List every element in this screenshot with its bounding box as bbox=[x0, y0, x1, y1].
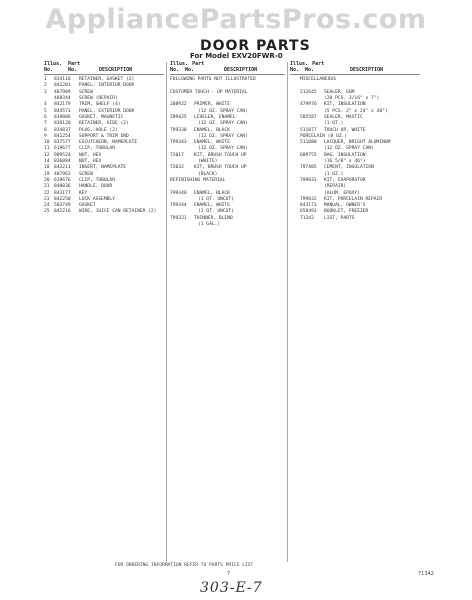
table-row: 843173 MANUAL, OWNER'S bbox=[300, 203, 366, 209]
table-row: (12 OZ. SPRAY CAN) bbox=[198, 146, 248, 152]
table-row: 7 836120 RETAINER, SIDE (2) bbox=[44, 121, 129, 127]
table-row: 72032 KIT, BRUSH TOUCH UP bbox=[170, 165, 247, 171]
column-header: Illus. Part No. No. DESCRIPTION bbox=[170, 61, 258, 73]
table-row: 11 619677 CLIP, TUBULAR bbox=[44, 146, 115, 152]
parts-column-3 bbox=[290, 62, 420, 222]
watermark: AppliancePartsPros.com bbox=[45, 4, 427, 35]
table-row: 14 836084 NUT, HEX bbox=[44, 159, 102, 165]
table-row: 799340 ENAMEL, BLACK bbox=[170, 190, 230, 196]
table-row: (REPAIR) bbox=[324, 184, 347, 190]
column-divider bbox=[166, 62, 167, 562]
table-row: 212645 SEALER, GUM bbox=[300, 89, 355, 95]
table-row: 3 487909 SCREW bbox=[44, 89, 93, 95]
table-row: 21 840036 HANDLE, DOOR bbox=[44, 184, 113, 190]
table-row: 6 839886 GASKET, MAGNETIC bbox=[44, 114, 124, 120]
table-row: 799330 ENAMEL, BLACK bbox=[170, 127, 230, 133]
column-header: Illus. Part No. No. DESCRIPTION bbox=[44, 61, 133, 73]
table-row: REFINISHING MATERIAL bbox=[170, 177, 226, 183]
table-row: (1 OZ.) bbox=[324, 171, 344, 177]
table-row: 9 841254 SUPPORT & TRIM END bbox=[44, 133, 129, 139]
table-row: 8 834837 PLUG, HOLE (2) bbox=[44, 127, 118, 133]
list-code: 71342 bbox=[418, 571, 434, 577]
parts-list bbox=[170, 77, 285, 228]
table-row: 511880 LACQUER, BRIGHT ALUMINUM bbox=[300, 140, 391, 146]
parts-list bbox=[44, 77, 164, 216]
table-row: (12 OZ. SPRAY CAN) bbox=[198, 121, 248, 127]
column-divider bbox=[287, 62, 288, 562]
ordering-footer: FOR ORDERING INFORMATION REFER TO PARTS PRICE LIST bbox=[115, 563, 254, 568]
table-row: 25 842216 WIRE, JUICE CAN RETAINER (2) bbox=[44, 209, 157, 215]
column-header: Illus. Part No. No. DESCRIPTION bbox=[290, 61, 384, 73]
parts-list bbox=[290, 77, 420, 222]
table-row: 24 503749 GASKET bbox=[44, 203, 96, 209]
table-row: 488344 SCREW (REPAIR) bbox=[54, 96, 118, 102]
table-row: 799833 KIT, EVAPORATOR bbox=[300, 177, 366, 183]
table-row: (1 QT.) bbox=[324, 121, 344, 127]
table-row: CUSTOMER TOUCH - UP MATERIAL bbox=[170, 89, 248, 95]
table-row: 20 619676 CLIP, TUBULAR bbox=[44, 177, 115, 183]
header-rule bbox=[170, 74, 285, 75]
table-row: 22 843177 KEY bbox=[44, 190, 88, 196]
table-row: 799321 THINNER, BLEND bbox=[170, 215, 233, 221]
table-row: 2 842201 PANEL, INTERIOR DOOR bbox=[44, 83, 135, 89]
handwritten-code: 303-E-7 bbox=[200, 580, 263, 596]
table-row: 72017 KIT, BRUSH TOUCH UP bbox=[170, 152, 247, 158]
parts-column-1 bbox=[44, 62, 164, 216]
table-row: (12 OZ. SPRAY CAN) bbox=[198, 133, 248, 139]
header-rule bbox=[44, 74, 164, 75]
table-row: MISCELLANEOUS bbox=[300, 77, 336, 83]
table-row: (16 5/8" x 46") bbox=[324, 159, 366, 165]
table-row: 18 843211 INSERT, NAMEPLATE bbox=[44, 165, 127, 171]
table-row: 4 842179 TRIM, SHELF (4) bbox=[44, 102, 121, 108]
table-row: 19 487963 SCREW bbox=[44, 171, 93, 177]
model-subtitle: For Model EXV20FWR-0 bbox=[190, 52, 283, 60]
table-row: (12 OZ. SPRAY CAN) bbox=[198, 108, 248, 114]
table-row: (1 QT. UNCUT) bbox=[198, 209, 234, 215]
table-row: 609755 BAG, INSULATION bbox=[300, 152, 366, 158]
table-row: (5 PCS. 2" x 24" x 48") bbox=[324, 108, 388, 114]
table-row: 10 837577 ESCUTCHEON, NAMEPLATE bbox=[44, 140, 138, 146]
table-row: 799832 KIT, PORCELAIN REPAIR bbox=[300, 196, 383, 202]
table-row: 12 909524 NUT, HEX bbox=[44, 152, 102, 158]
table-row: 479976 KIT, INSULATION bbox=[300, 102, 366, 108]
page-title: DOOR PARTS bbox=[200, 38, 311, 54]
table-row: 208922 PRIMER, WHITE bbox=[170, 102, 230, 108]
table-row: (12 OZ. SPRAY CAN) bbox=[324, 146, 374, 152]
table-row: 797405 CEMENT, INSULATION bbox=[300, 165, 374, 171]
table-row: 799344 ENAMEL, WHITE bbox=[170, 203, 230, 209]
table-row: (20 PCS. 3/16" x 7") bbox=[324, 96, 380, 102]
table-row: (WHITE) bbox=[198, 159, 218, 165]
header-rule bbox=[290, 74, 420, 75]
table-row: 23 842258 LOCK ASSEMBLY bbox=[44, 196, 115, 202]
table-row: 658493 BOOKLET, FREEZER bbox=[300, 209, 369, 215]
table-row: 209425 LEVELER, ENAMEL bbox=[170, 114, 236, 120]
parts-column-2 bbox=[170, 62, 285, 228]
table-row: FOLLOWING PARTS NOT ILLUSTRATED bbox=[170, 77, 256, 83]
table-row: 71342 LIST, PARTS bbox=[300, 215, 355, 221]
table-row: (1 GAL.) bbox=[198, 222, 221, 228]
table-row: 505587 SEALER, MASTIC bbox=[300, 114, 363, 120]
table-row: 799343 ENAMEL, WHITE bbox=[170, 140, 230, 146]
table-row: (ALUM. EPOXY) bbox=[324, 190, 360, 196]
table-row: 1 834118 RETAINER, GASKET (2) bbox=[44, 77, 135, 83]
table-row: (1 QT. UNCUT) bbox=[198, 196, 234, 202]
table-row: PORCELAIN (8 OZ.) bbox=[300, 133, 348, 139]
table-row: (BLACK) bbox=[198, 171, 218, 177]
page-number: 7 bbox=[227, 571, 231, 577]
table-row: 511877 TOUCH UP, WHITE bbox=[300, 127, 366, 133]
table-row: 5 844573 PANEL, EXTERIOR DOOR bbox=[44, 108, 135, 114]
